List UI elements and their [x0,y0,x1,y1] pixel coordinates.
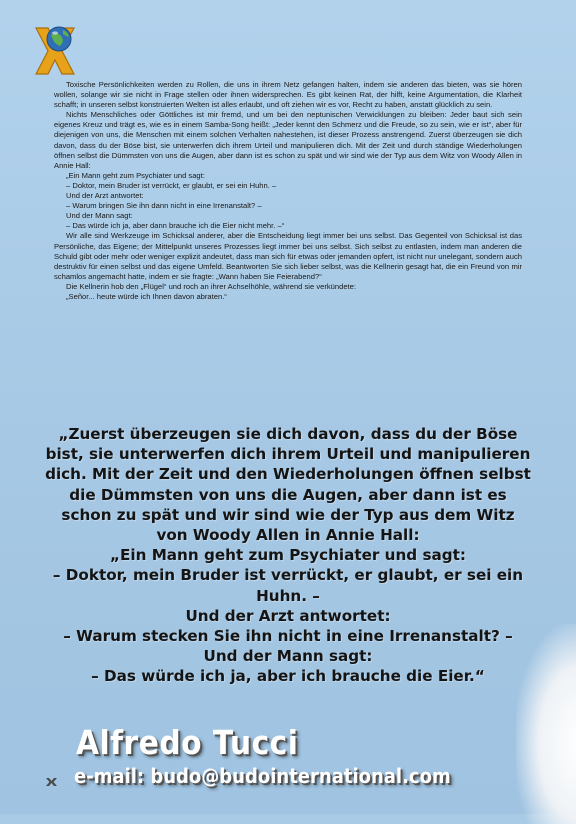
article-paragraph: Nichts Menschliches oder Göttliches ist mir fremd, und um bei den neptunischen Verwicklungen zu bleiben: Jeder baut sich sein eigenes Kreuz und trägt es, wie es in einem Samba-Song heißt: „Jeder kennt den Schmerz und die Freude, so zu sein, wie er ist“, aber für diejenigen von uns, die Menschen mit einem solchen Verhalten nahestehen, ist dieser Prozess anstrengend. Zuerst überzeugen sie dich davon, dass du der Böse bist, sie unterwerfen dich ihrem Urteil und manipulieren dich. Mit der Zeit und durch ständige Wiederholungen öffnen selbst die Dümmsten von uns die Augen, aber dann ist es schon zu spät und wir sind wie der Typ aus dem Witz von Woody Allen in Annie Hall: [54,110,522,170]
dialog-line: Und der Arzt antwortet: [66,191,144,201]
quote-line: „Zuerst überzeugen sie dich davon, dass du der Böse bist, sie unterwerfen dich ihrem Urteil und manipulieren dich. Mit der Zeit und den Wiederholungen öffnen selbst die Dümmsten von uns die Augen, aber dann ist es schon zu spät und wir sind wie der Typ aus dem Witz von Woody Allen in Annie Hall: [45,425,531,545]
quote-line: – Doktor, mein Bruder ist verrückt, er glaubt, er sei ein Huhn. – [52,566,524,605]
globe-cross-logo-icon [26,22,84,80]
small-cross-mark-icon [45,777,58,787]
dialog-line: „Ein Mann geht zum Psychiater und sagt: [66,170,205,180]
quote-line: Und der Arzt antwortet: [185,606,391,625]
quote-line: – Warum stecken Sie ihn nicht in eine Irrenanstalt? – [63,627,513,646]
dialog-line: – Doktor, mein Bruder ist verrückt, er glaubt, er sei ein Huhn. – [66,180,277,190]
article-body [54,80,522,302]
pull-quote [44,424,532,687]
dialog-line: – Das würde ich ja, aber dann brauche ich die Eier nicht mehr. –“ [66,221,285,231]
author-name: Alfredo Tucci [76,723,299,762]
article-paragraph: „Señor... heute würde ich Ihnen davon abraten.“ [66,291,227,301]
article-paragraph: Die Kellnerin hob den „Flügel“ und roch an ihrer Achselhöhle, während sie verkündete: [66,281,357,291]
dialog-line: – Warum bringen Sie ihn dann nicht in eine Irrenanstalt? – [66,201,262,211]
dialog-line: Und der Mann sagt: [66,211,133,221]
quote-line: – Das würde ich ja, aber ich brauche die Eier.“ [91,667,485,686]
quote-line: „Ein Mann geht zum Psychiater und sagt: [110,546,466,565]
article-paragraph: Wir alle sind Werkzeuge im Schicksal anderer, aber die Entscheidung liegt immer bei uns selbst. Das Gegenteil von Schicksal ist das Persönliche, das Eigene; der Mittelpunkt unseres Prozesses liegt immer bei uns selbst. Sich selbst zu entlasten, indem man anderen die Schuld gibt oder mehr oder weniger explizit andeutet, dass man sich für etwas oder jemanden opfert, ist nicht nur unelegant, sondern auch destruktiv für einen selbst und das eigene Umfeld. Beantworten Sie sich lieber selbst, was die Kellnerin gesagt hat, die ein Freund von mir schamlos angemacht hatte, indem er sie fragte: „Wann haben Sie Feierabend?“ [54,231,522,281]
article-paragraph: Toxische Persönlichkeiten werden zu Rollen, die uns in ihrem Netz gefangen halten, indem sie anderen das bieten, was sie hören wollen, solange wir sie nicht in Frage stellen oder ihnen widersprechen. Es gibt keinen Rat, der hilft, keine Argumentation, die Klarheit schafft; in unseren selbst konstruierten Welten ist alles erlaubt, und oft ziehen wir es vor, Recht zu haben, anstatt glücklich zu sein. [54,80,522,110]
author-email: e-mail: budo@budointernational.com [74,764,451,788]
quote-line: Und der Mann sagt: [203,647,373,666]
